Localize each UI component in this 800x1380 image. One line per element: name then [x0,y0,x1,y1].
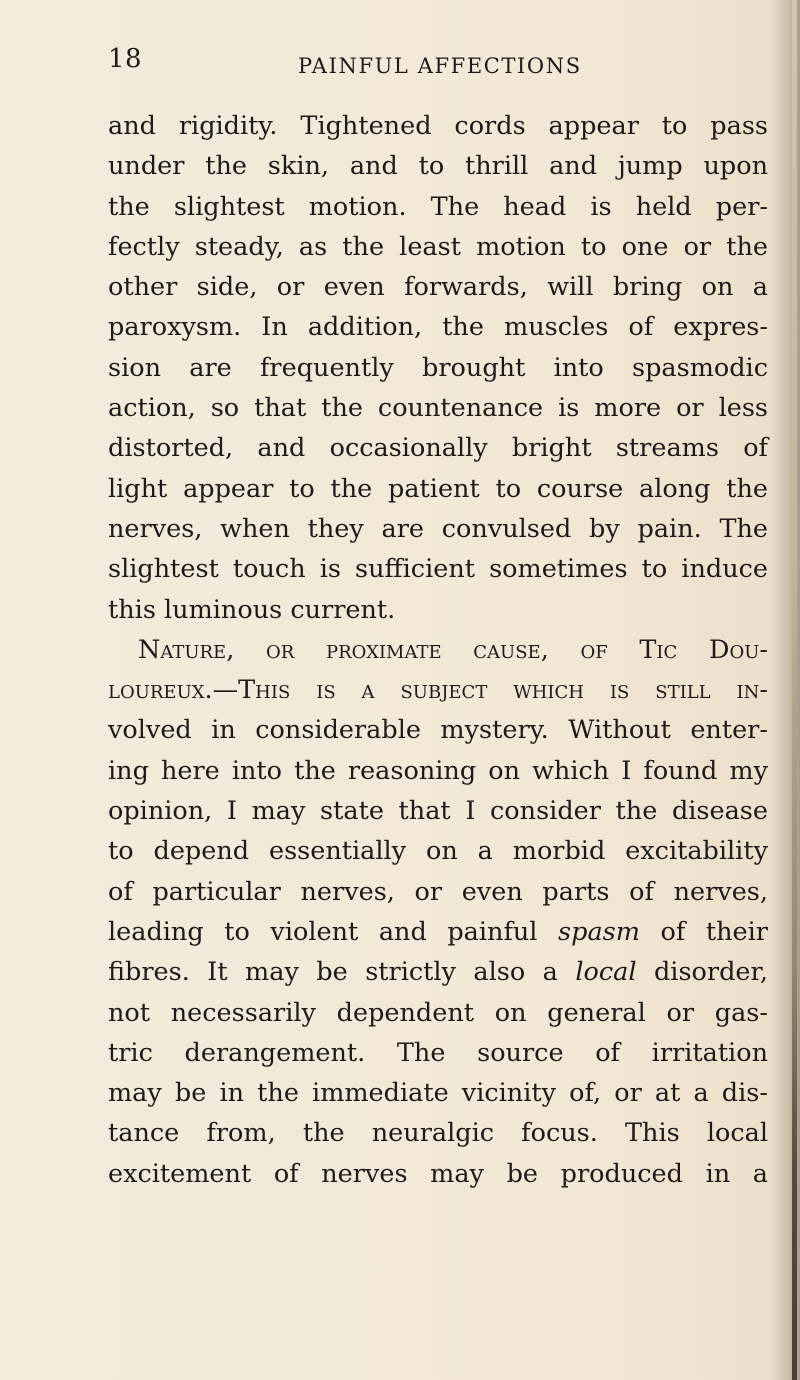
text-line: and rigidity. Tightened cords appear to pass [108,111,768,141]
running-head: PAINFUL AFFECTIONS [298,54,582,78]
text-line: excitement of nerves may be produced in a [108,1158,768,1189]
text-segment: disorder, [653,957,768,988]
text-segment: of their [660,916,768,947]
text-line: slightest touch is sufficient sometimes to induce [108,554,768,585]
section-heading-continuation: loureux.—This is a subject which is still in- [108,675,768,706]
text-line: ing here into the reasoning on which I found my [108,755,768,786]
text-line: not necessarily dependent on general or gas- [108,997,768,1028]
text-line: fectly steady, as the least motion to one or the [108,231,768,262]
page-header [108,44,768,84]
text-line: opinion, I may state that I consider the disease [108,796,768,827]
text-line: volved in considerable mystery. Without enter- [108,715,768,746]
text-line: nerves, when they are convulsed by pain. The [108,513,768,544]
text-line [108,912,768,952]
text-line: other side, or even forwards, will bring on a [108,272,768,303]
text-line: this luminous current. [108,594,396,625]
page-number: 18 [108,44,143,74]
text-line: tric derangement. The source of irritation [108,1037,768,1068]
text-line: light appear to the patient to course along the [108,473,768,504]
text-line: of particular nerves, or even parts of nerves, [108,876,768,907]
body-text [108,106,768,1194]
text-line: action, so that the countenance is more or less [108,393,768,424]
text-line: tance from, the neuralgic focus. This local [108,1118,768,1149]
text-line: under the skin, and to thrill and jump upon [108,151,768,182]
text-line: may be in the immediate vicinity of, or at a dis- [108,1078,768,1109]
section-heading-line: Nature, or proximate cause, of Tic Dou- [138,634,768,665]
text-line [108,670,768,710]
text-line: sion are frequently brought into spasmodic [108,352,768,383]
italic-word: spasm [558,916,640,947]
italic-word: local [575,957,637,988]
text-segment: leading to violent and painful [108,916,538,947]
text-line [108,952,768,992]
text-line: the slightest motion. The head is held per- [108,191,768,222]
text-line: paroxysm. In addition, the muscles of expres- [108,312,768,343]
text-segment: fibres. It may be strictly also a [108,957,558,988]
page-edge [792,0,797,1380]
text-line: distorted, and occasionally bright streams of [108,433,768,464]
text-line: to depend essentially on a morbid excitability [108,836,768,867]
